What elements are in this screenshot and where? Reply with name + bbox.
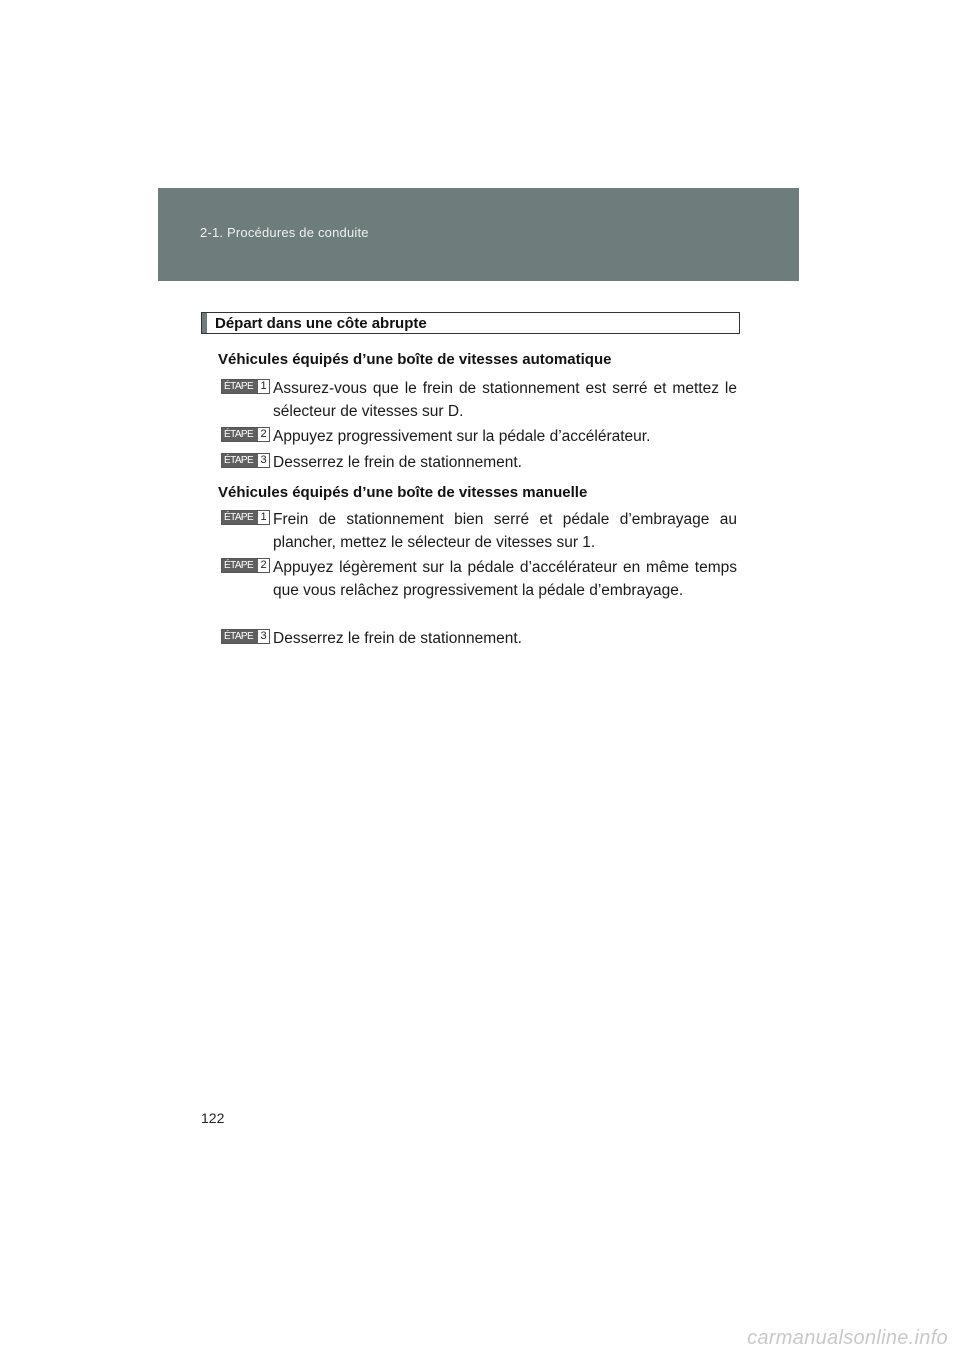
step-badge-number: 3 (258, 454, 269, 467)
step-badge (221, 427, 270, 442)
step-badge (221, 453, 270, 468)
section-accent (202, 313, 207, 333)
step-badge-word: ÉTAPE (222, 630, 258, 643)
step-badge (221, 510, 270, 525)
step-badge-number: 3 (258, 630, 269, 643)
section-title-bar (201, 312, 740, 334)
step-badge-number: 2 (258, 428, 269, 441)
step-badge-word: ÉTAPE (222, 559, 258, 572)
step-text: Appuyez progressivement sur la pédale d’accélérateur. (273, 428, 651, 445)
step-text: Appuyez légèrement sur la pédale d’accélérateur en même temps que vous relâchez progressivement la pédale d’embrayage. (273, 559, 737, 599)
chapter-title: 2-1. Procédures de conduite (200, 225, 369, 240)
automatic-heading: Véhicules équipés d’une boîte de vitesses automatique (218, 351, 612, 368)
step-badge-number: 1 (258, 511, 269, 524)
step-text: Desserrez le frein de stationnement. (273, 630, 522, 647)
step-badge-word: ÉTAPE (222, 511, 258, 524)
step-text: Assurez-vous que le frein de stationnement est serré et mettez le sélecteur de vitesses sur D. (273, 380, 737, 420)
step-text: Frein de stationnement bien serré et pédale d’embrayage au plancher, mettez le sélecteur de vitesses sur 1. (273, 511, 737, 551)
step-badge-word: ÉTAPE (222, 380, 258, 393)
watermark: carmanualsonline.info (747, 1327, 948, 1349)
step-badge-number: 1 (258, 380, 269, 393)
step-badge-word: ÉTAPE (222, 428, 258, 441)
step-badge-number: 2 (258, 559, 269, 572)
step-badge (221, 629, 270, 644)
step-text: Desserrez le frein de stationnement. (273, 454, 522, 471)
step-badge (221, 558, 270, 573)
step-badge-word: ÉTAPE (222, 454, 258, 467)
manual-heading: Véhicules équipés d’une boîte de vitesses manuelle (218, 484, 588, 501)
section-title: Départ dans une côte abrupte (215, 315, 427, 332)
header-band (158, 188, 799, 281)
page-number: 122 (201, 1110, 225, 1126)
step-badge (221, 379, 270, 394)
